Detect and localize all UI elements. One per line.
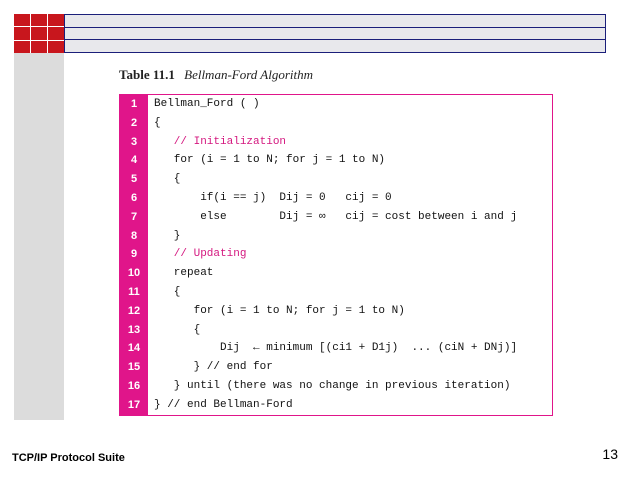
page-number: 13 [602, 446, 618, 462]
code-line: if(i == j) Dij = 0 cij = 0 [154, 191, 392, 204]
line-number-gutter [120, 95, 148, 415]
code-body [148, 95, 552, 415]
code-line: for (i = 1 to N; for j = 1 to N) [154, 304, 405, 317]
header-bar [64, 14, 606, 53]
line-number: 7 [130, 210, 138, 223]
red-grid-icon [14, 14, 64, 53]
code-line: repeat [154, 267, 214, 280]
line-number: 12 [127, 304, 141, 317]
code-line: } until (there was no change in previous iteration) [154, 379, 511, 392]
code-line: } // end Bellman-Ford [154, 398, 293, 411]
code-line: // Updating [154, 248, 247, 261]
line-number: 14 [127, 342, 141, 355]
footer-title: TCP/IP Protocol Suite [12, 452, 125, 464]
algorithm-listing [119, 94, 553, 416]
table-title: Bellman-Ford Algorithm [184, 67, 314, 82]
line-number: 4 [130, 154, 138, 167]
code-line: Dij ← minimum [(ci1 + D1j) ... (ciN + DNj)] [154, 342, 518, 355]
code-line: } [154, 229, 181, 242]
code-line: // Initialization [154, 135, 287, 148]
line-number: 15 [127, 361, 141, 374]
line-number: 10 [127, 267, 141, 280]
code-line: { [154, 173, 181, 186]
line-number: 16 [127, 379, 141, 392]
line-number: 17 [127, 398, 141, 411]
line-number: 9 [130, 248, 138, 261]
code-line: { [154, 285, 181, 298]
code-line: Bellman_Ford ( ) [154, 98, 260, 110]
line-number: 5 [130, 173, 138, 186]
line-number: 8 [130, 229, 138, 242]
line-number: 1 [130, 98, 138, 110]
code-line: { [154, 323, 201, 336]
line-number: 13 [127, 323, 141, 336]
code-line: { [154, 116, 161, 129]
table-caption [119, 67, 313, 83]
code-line: else Dij = ∞ cij = cost between i and j [154, 210, 518, 223]
left-side-band [14, 14, 64, 420]
line-number: 3 [130, 135, 138, 148]
code-line: } // end for [154, 361, 273, 374]
code-line: for (i = 1 to N; for j = 1 to N) [154, 154, 386, 167]
table-label: Table 11.1 [119, 67, 175, 82]
line-number: 6 [130, 191, 138, 204]
line-number: 2 [130, 116, 138, 129]
line-number: 11 [128, 285, 140, 298]
